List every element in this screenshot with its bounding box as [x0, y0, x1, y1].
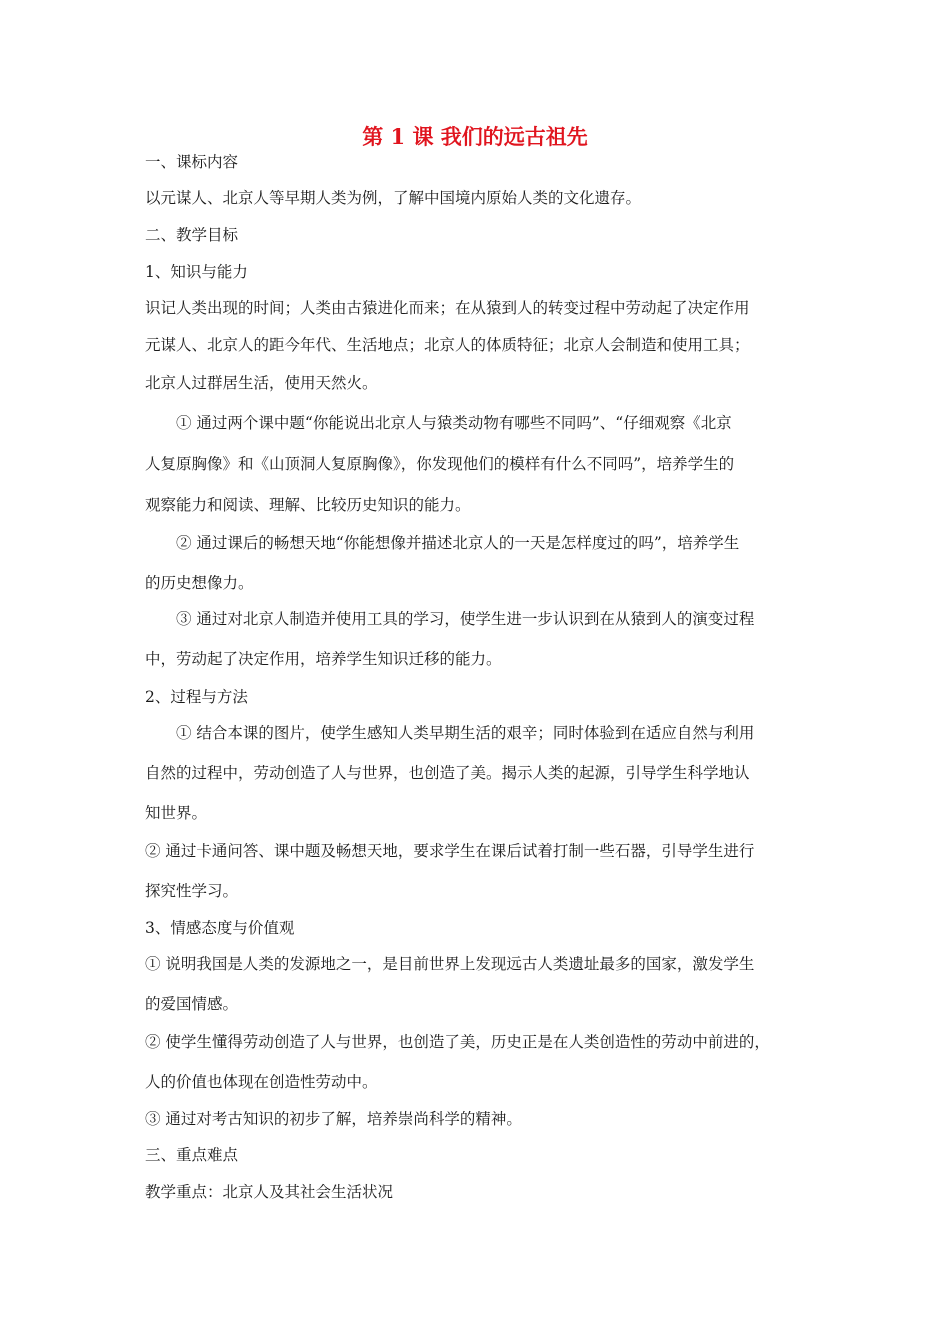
list-item-line: ② 通过卡通问答、课中题及畅想天地，要求学生在课后试着打制一些石器，引导学生进行: [145, 842, 755, 860]
paragraph-line: 中，劳动起了决定作用，培养学生知识迁移的能力。: [145, 650, 502, 668]
subsection-heading-values: 3、情感态度与价值观: [145, 919, 295, 937]
paragraph-line: 的爱国情感。: [145, 995, 239, 1013]
section-heading-objectives: 二、教学目标: [145, 226, 239, 244]
paragraph-line: 以元谋人、北京人等早期人类为例，了解中国境内原始人类的文化遗存。: [145, 189, 642, 207]
paragraph-line: 探究性学习。: [145, 882, 239, 900]
section-heading-curriculum: 一、课标内容: [145, 153, 239, 171]
list-item-line: ② 使学生懂得劳动创造了人与世界，也创造了美，历史正是在人类创造性的劳动中前进的，: [145, 1033, 770, 1051]
paragraph-line: 人的价值也体现在创造性劳动中。: [145, 1073, 378, 1091]
paragraph-line: 教学重点：北京人及其社会生活状况: [145, 1183, 394, 1201]
document-title: 第 1 课 我们的远古祖先: [362, 124, 588, 149]
list-item-line: ① 结合本课的图片，使学生感知人类早期生活的艰辛；同时体验到在适应自然与利用: [176, 724, 755, 742]
subsection-heading-knowledge: 1、知识与能力: [145, 263, 248, 281]
list-item-line: ③ 通过对考古知识的初步了解，培养崇尚科学的精神。: [145, 1110, 522, 1128]
paragraph-line: 观察能力和阅读、理解、比较历史知识的能力。: [145, 496, 471, 514]
paragraph-line: 的历史想像力。: [145, 574, 254, 592]
list-item-line: ① 说明我国是人类的发源地之一，是目前世界上发现远古人类遗址最多的国家，激发学生: [145, 955, 755, 973]
paragraph-line: 识记人类出现的时间；人类由古猿进化而来；在从猿到人的转变过程中劳动起了决定作用: [145, 299, 750, 317]
list-item-line: ② 通过课后的畅想天地“你能想像并描述北京人的一天是怎样度过的吗”，培养学生: [176, 534, 740, 552]
list-item-line: ① 通过两个课中题“你能说出北京人与猿类动物有哪些不同吗”、“仔细观察《北京: [176, 414, 732, 432]
paragraph-line: 人复原胸像》和《山顶洞人复原胸像》，你发现他们的模样有什么不同吗”，培养学生的: [145, 455, 735, 473]
subsection-heading-process: 2、过程与方法: [145, 688, 248, 706]
paragraph-line: 自然的过程中，劳动创造了人与世界，也创造了美。揭示人类的起源，引导学生科学地认: [145, 764, 750, 782]
paragraph-line: 知世界。: [145, 804, 208, 822]
section-heading-key-points: 三、重点难点: [145, 1146, 239, 1164]
list-item-line: ③ 通过对北京人制造并使用工具的学习，使学生进一步认识到在从猿到人的演变过程: [176, 610, 755, 628]
paragraph-line: 北京人过群居生活，使用天然火。: [145, 374, 378, 392]
paragraph-line: 元谋人、北京人的距今年代、生活地点；北京人的体质特征；北京人会制造和使用工具；: [145, 336, 750, 354]
